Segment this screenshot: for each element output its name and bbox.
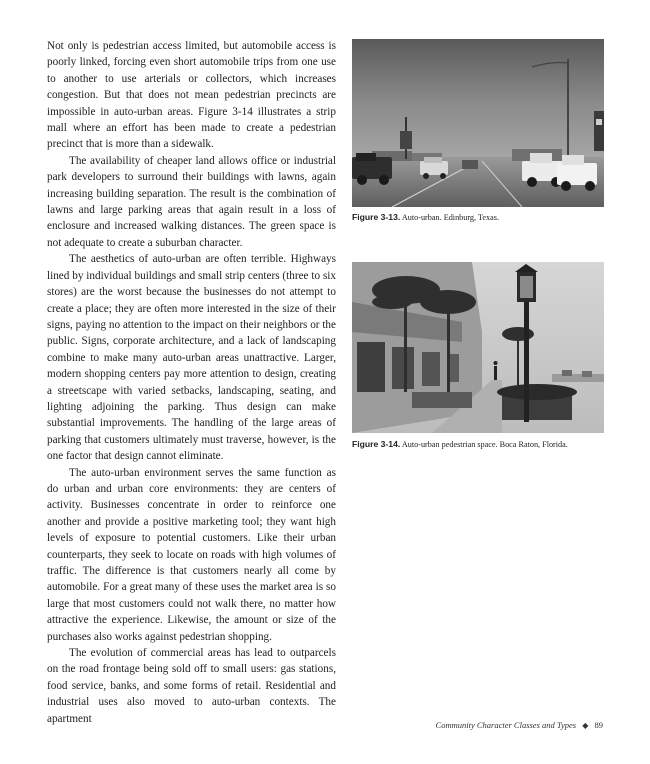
figure-3-13-text: Auto-urban. Edinburg, Texas. (401, 213, 499, 222)
figure-3-14-label: Figure 3-14. (352, 439, 401, 449)
paragraph-4: The auto-urban environment serves the same function as do urban and urban core environments: they are centers of activity. Businesses concentrate in order to reinforce one another and provide a positive marketing tool; they want high levels of exposure to potential customers. Like their urban counterparts, they seek to locate on roads with high volumes of traffic. The difference is that customers nearly all come by automobile. For a great many of these uses the market area is so large that most customers could not walk there, no matter how attractive the experience. Likewise, the amount or size of the purchases also works against pedestrian shopping. (47, 466, 336, 643)
paragraph-3: The aesthetics of auto-urban are often terrible. Highways lined by individual buildings and small strip centers (three to six stores) are the worst because the businesses do not attempt to create a place; they are often more interested in the size of their signs, paying no attention to the impact on their neighbors or the public. Signs, corporate architecture, and a lack of landscaping combine to make many auto-urban areas unattractive. Larger, modern shopping centers pay more attention to design, creating a streetscape with varied setbacks, landscaping, seating, and lighting adjoining the parking. Thus design can make substantial improvements. The handling of the large areas of parking that customers ultimately must traverse, however, is the one factor that design cannot eliminate. (47, 253, 336, 463)
figure-3-13-caption (352, 212, 612, 223)
page-number: 89 (594, 720, 603, 730)
figure-3-14-text: Auto-urban pedestrian space. Boca Raton, Florida. (401, 440, 568, 449)
paragraph-5: The evolution of commercial areas has lead to outparcels on the road frontage being sold off to small users: gas stations, food service, banks, and some forms of retail. Residential and industrial uses also moved to auto-urban contexts. The apartment (47, 647, 336, 725)
diamond-separator-icon: ◆ (582, 721, 589, 730)
figure-3-13-photo (352, 39, 604, 207)
figure-3-14-caption (352, 439, 612, 450)
paragraph-2: The availability of cheaper land allows office or industrial park developers to surround their buildings with lawns, again increasing building separation. The result is the combination of lawns and large parking areas that again result in a loss of enclosure and increased walking distances. The green space is not adequate to create a suburban character. (47, 154, 336, 249)
body-text-column (47, 38, 336, 727)
figure-3-13-label: Figure 3-13. (352, 212, 401, 222)
running-title: Community Character Classes and Types (435, 720, 577, 730)
page-footer (436, 720, 603, 730)
paragraph-1: Not only is pedestrian access limited, but automobile access is poorly linked, forcing even short automobile trips from one use to another to use arterials or collectors, which increases congestion. But that does not mean pedestrian precincts are impossible in auto-urban areas. Figure 3-14 illustrates a strip mall where an effort has been made to create a pedestrian precinct that is more than a sidewalk. (47, 40, 336, 151)
figure-3-14-photo (352, 262, 604, 433)
